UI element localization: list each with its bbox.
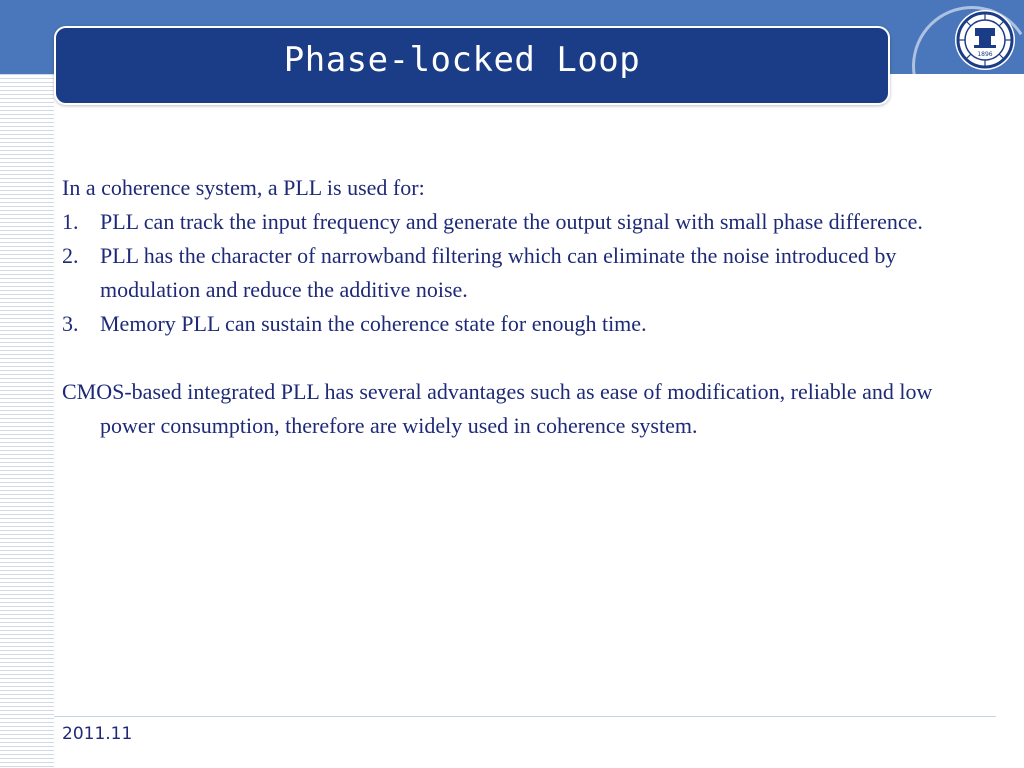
list-item <box>62 307 942 341</box>
university-logo-icon <box>954 9 1016 71</box>
logo-year: 1896 <box>977 51 993 58</box>
list-number: 1. <box>62 209 79 234</box>
list-item <box>62 205 942 239</box>
intro-text: In a coherence system, a PLL is used for: <box>62 175 425 200</box>
bullet-list <box>62 205 942 341</box>
footer-divider <box>54 716 996 717</box>
list-text: PLL has the character of narrowband filtering which can eliminate the noise introduced by modulation and reduce the additive noise. <box>100 243 897 302</box>
list-item <box>62 239 942 307</box>
cmos-paragraph: CMOS-based integrated PLL has several advantages such as ease of modification, reliable and low power consumption, therefore are widely used in coherence system. <box>62 379 933 438</box>
slide-content <box>62 171 942 443</box>
footer-date: 2011.11 <box>62 724 133 744</box>
page-title: Phase-locked Loop <box>283 39 641 80</box>
list-text: Memory PLL can sustain the coherence state for enough time. <box>100 311 647 336</box>
title-box <box>54 26 890 105</box>
left-striped-strip <box>0 74 54 768</box>
list-number: 3. <box>62 311 79 336</box>
list-number: 2. <box>62 243 79 268</box>
spacer <box>62 341 942 375</box>
list-text: PLL can track the input frequency and generate the output signal with small phase difference. <box>100 209 923 234</box>
